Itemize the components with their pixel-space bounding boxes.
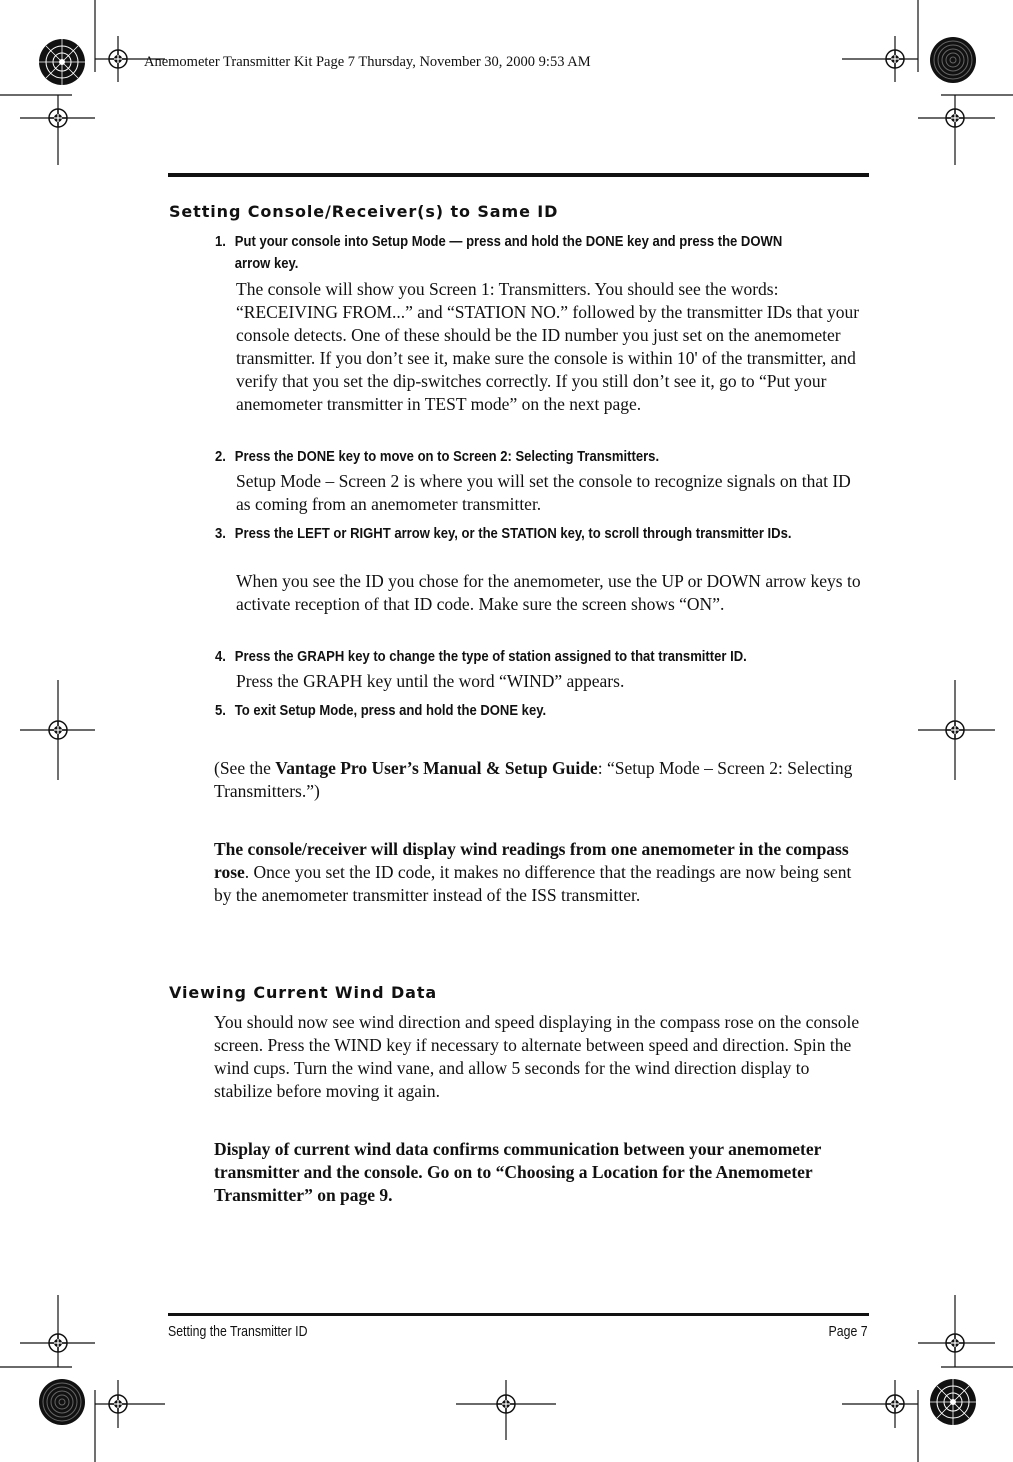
manual-title: Vantage Pro User’s Manual & Setup Guide bbox=[275, 758, 598, 778]
step-number: 2. bbox=[215, 449, 226, 465]
footer-section-title: Setting the Transmitter ID bbox=[168, 1323, 308, 1340]
step-number: 3. bbox=[215, 526, 226, 542]
print-slug: Anemometer Transmitter Kit Page 7 Thursday, November 30, 2000 9:53 AM bbox=[144, 54, 591, 70]
step-label: Press the DONE key to move on to Screen 2: Selecting Transmitters. bbox=[234, 449, 660, 465]
step-label: To exit Setup Mode, press and hold the DONE key. bbox=[234, 703, 547, 719]
step-2-instruction bbox=[215, 446, 800, 468]
step-4-body: Press the GRAPH key until the word “WIND” appears. bbox=[236, 671, 625, 691]
reference-suffix: : “Setup Mode – Screen 2: Selecting Transmitters.”) bbox=[214, 758, 853, 801]
footer-page-number: Page 7 bbox=[829, 1323, 868, 1340]
wind-data-confirmation: Display of current wind data confirms communication between your anemometer transmitter and the console. Go on to “Choosing a Location for the Anemometer Transmitter” on page 9. bbox=[214, 1139, 822, 1205]
step-label: Put your console into Setup Mode — press and hold the DONE key and press the DOWN arrow key. bbox=[234, 234, 783, 272]
step-number: 5. bbox=[215, 703, 226, 719]
step-number: 4. bbox=[215, 649, 226, 665]
header-rule bbox=[168, 173, 869, 177]
step-2-body: Setup Mode – Screen 2 is where you will set the console to recognize signals on that ID as coming from an anemometer transmitter. bbox=[236, 471, 851, 514]
section-heading-viewing-wind: Viewing Current Wind Data bbox=[169, 983, 438, 1002]
step-4-instruction bbox=[215, 646, 800, 668]
step-1-body: The console will show you Screen 1: Transmitters. You should see the words: “RECEIVING FROM...” and “STATION NO.” followed by the transmitter IDs that your console detects. One of these should be the ID number you just set on the anemometer transmitter. If you don’t see it, make sure the console is within 10' of the transmitter, and verify that you set the dip-switches correctly. If you still don’t see it, go to “Put your anemometer transmitter in TEST mode” on the next page. bbox=[236, 279, 860, 414]
step-3-body: When you see the ID you chose for the anemometer, use the UP or DOWN arrow keys to activate reception of that ID code. Make sure the screen shows “ON”. bbox=[236, 571, 861, 614]
step-5-instruction bbox=[215, 700, 800, 722]
step-3-instruction bbox=[215, 523, 800, 545]
manual-reference bbox=[214, 757, 864, 803]
step-number: 1. bbox=[215, 234, 226, 250]
step-label: Press the LEFT or RIGHT arrow key, or the STATION key, to scroll through transmitter IDs. bbox=[234, 526, 792, 542]
step-label: Press the GRAPH key to change the type of station assigned to that transmitter ID. bbox=[234, 649, 747, 665]
reference-prefix: (See the bbox=[214, 758, 276, 778]
display-note-rest: . Once you set the ID code, it makes no difference that the readings are now being sent by the anemometer transmitter instead of the ISS transmitter. bbox=[214, 862, 852, 905]
step-1-instruction bbox=[215, 231, 800, 275]
display-note-bold: The console/receiver will display wind readings from one anemometer in the compass rose bbox=[214, 839, 849, 882]
display-note bbox=[214, 838, 864, 907]
wind-data-body: You should now see wind direction and speed displaying in the compass rose on the console screen. Press the WIND key if necessary to alternate between speed and direction. Spin the wind cups. Turn the wind vane, and allow 5 seconds for the wind direction display to stabilize before moving it again. bbox=[214, 1012, 860, 1101]
footer-rule bbox=[168, 1313, 869, 1316]
section-heading-setting-console: Setting Console/Receiver(s) to Same ID bbox=[169, 202, 559, 221]
